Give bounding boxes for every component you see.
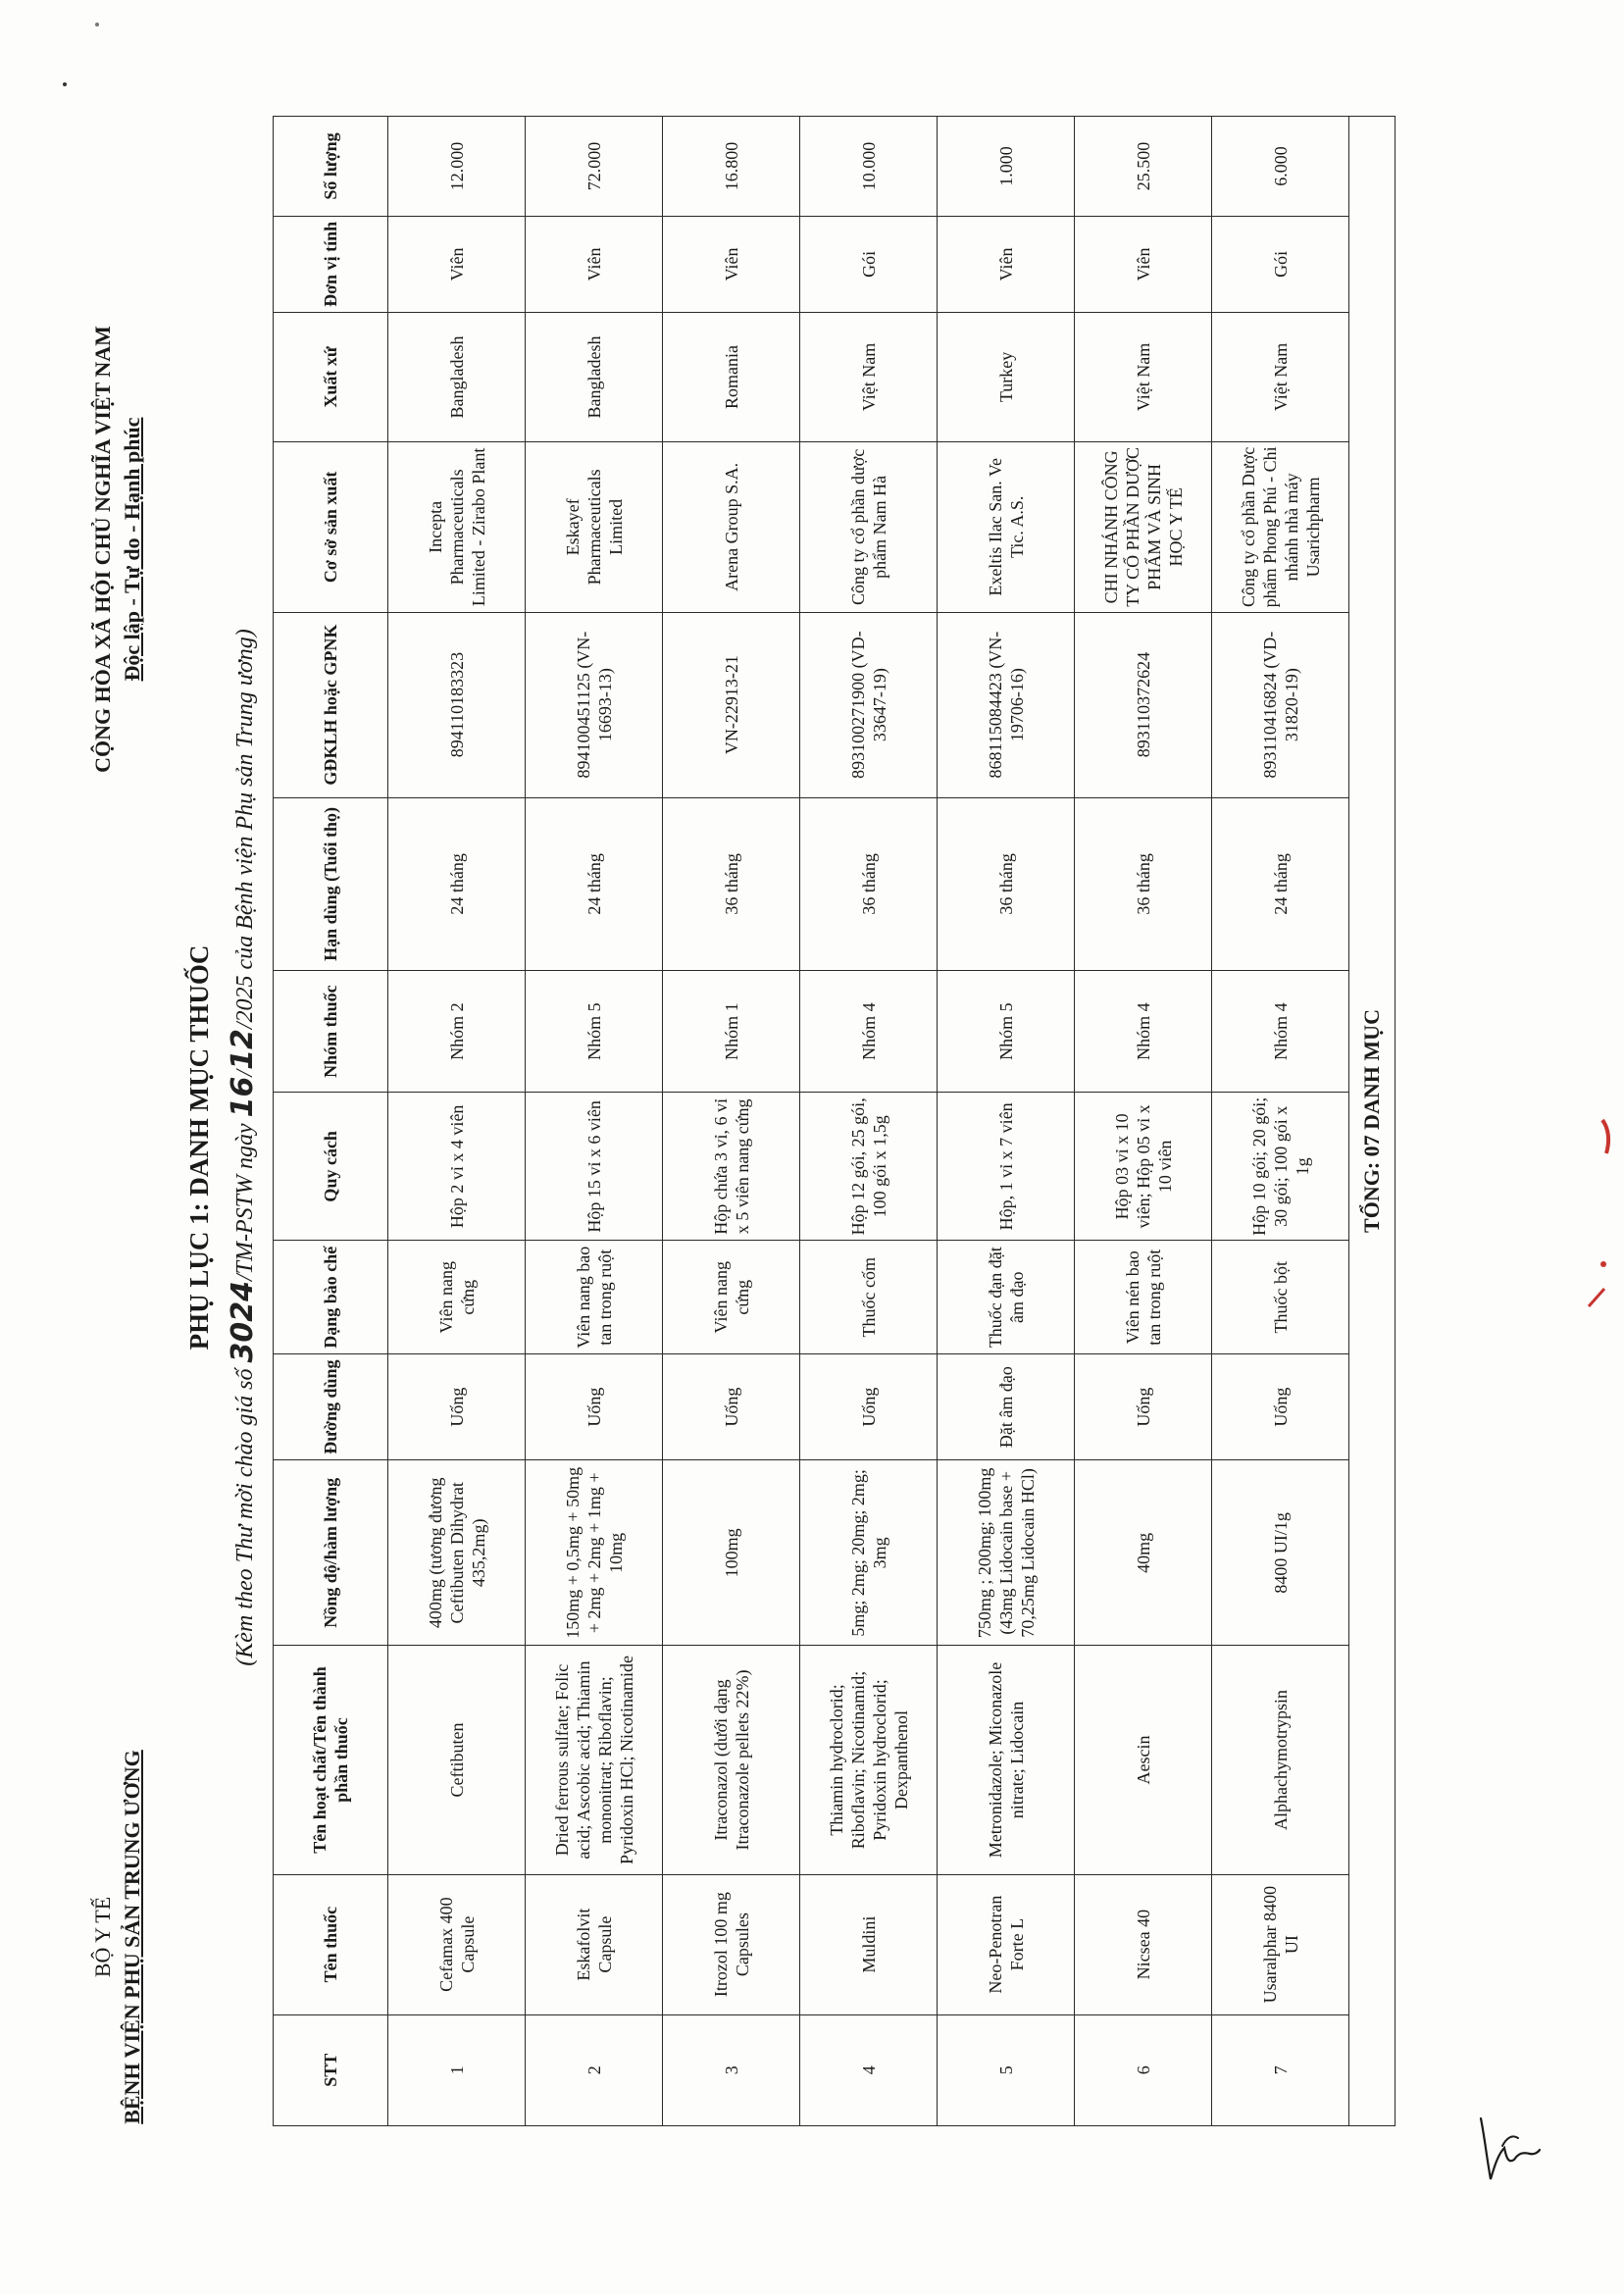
country-name: CỘNG HÒA XÃ HỘI CHỦ NGHĨA VIỆT NAM — [90, 326, 115, 773]
cell-dosage-form: Viên nang cứng — [388, 1241, 526, 1354]
cell-packaging: Hộp 2 vỉ x 4 viên — [388, 1093, 526, 1241]
cell-dosage-form: Thuốc đạn đặt âm đạo — [938, 1241, 1075, 1354]
cell-quantity: 1.000 — [938, 117, 1075, 217]
cell-strength: 150mg + 0,5mg + 50mg + 2mg + 2mg + 1mg + 10mg — [526, 1460, 663, 1646]
cell-group: Nhóm 5 — [526, 971, 663, 1093]
cell-dosage-form: Thuốc bột — [1212, 1241, 1349, 1354]
table-row — [1075, 117, 1212, 2126]
cell-group: Nhóm 2 — [388, 971, 526, 1093]
red-scan-mark — [1597, 1118, 1616, 1157]
cell-manufacturer: Exeltis Ilac San. Ve Tic. A.S. — [938, 442, 1075, 612]
ministry-name: BỘ Y TẾ — [90, 1896, 115, 1978]
cell-shelf-life: 24 tháng — [1212, 797, 1349, 971]
cell-unit: Viên — [663, 217, 800, 313]
table-row — [388, 117, 526, 2126]
cell-route: Đặt âm đạo — [938, 1354, 1075, 1460]
cell-origin: Bangladesh — [526, 312, 663, 441]
cell-dosage-form: Viên nang bao tan trong ruột — [526, 1241, 663, 1354]
cell-active-ingredient: Metronidazole; Miconazole nitrate; Lidocain — [938, 1646, 1075, 1874]
issuer-block — [88, 1702, 147, 2172]
col-header-registration: GĐKLH hoặc GPNK — [274, 612, 388, 797]
cell-route: Uống — [800, 1354, 938, 1460]
table-row — [938, 117, 1075, 2126]
cell-quantity: 6.000 — [1212, 117, 1349, 217]
cell-active-ingredient: Thiamin hydroclorid; Riboflavin; Nicotinamid; Pyridoxin hydroclorid; Dexpanthenol — [800, 1646, 938, 1874]
cell-shelf-life: 36 tháng — [800, 797, 938, 971]
handwritten-month: 12 — [226, 1029, 260, 1070]
cell-shelf-life: 24 tháng — [526, 797, 663, 971]
cell-packaging: Hộp 12 gói, 25 gói, 100 gói x 1,5g — [800, 1093, 938, 1241]
cell-packaging: Hộp chứa 3 vỉ, 6 vỉ x 5 viên nang cứng — [663, 1093, 800, 1241]
col-header-packaging: Quy cách — [274, 1093, 388, 1241]
cell-unit: Viên — [1075, 217, 1212, 313]
subtitle-suffix: /2025 của Bệnh viện Phụ sản Trung ương) — [232, 629, 258, 1030]
cell-manufacturer: Arena Group S.A. — [663, 442, 800, 612]
subtitle-middle: /TM-PSTW ngày — [232, 1123, 258, 1281]
cell-quantity: 16.800 — [663, 117, 800, 217]
cell-drug-name: Muldini — [800, 1874, 938, 2014]
total-row — [1349, 117, 1396, 2126]
cell-group: Nhóm 5 — [938, 971, 1075, 1093]
table-row — [526, 117, 663, 2126]
cell-unit: Viên — [388, 217, 526, 313]
cell-manufacturer: CHI NHÁNH CÔNG TY CỔ PHẦN DƯỢC PHẨM VÀ SINH HỌC Y TẾ — [1075, 442, 1212, 612]
cell-registration: 894100451125 (VN-16693-13) — [526, 612, 663, 797]
cell-active-ingredient: Itraconazol (dưới dạng Itraconazole pellets 22%) — [663, 1646, 800, 1874]
cell-drug-name: Nicsea 40 — [1075, 1874, 1212, 2014]
cell-strength: 750mg ; 200mg; 100mg (43mg Lidocain base + 70,25mg Lidocain HCl) — [938, 1460, 1075, 1646]
cell-origin: Bangladesh — [388, 312, 526, 441]
cell-registration: 894110183323 — [388, 612, 526, 797]
col-header-drug-name: Tên thuốc — [274, 1874, 388, 2014]
cell-drug-name: Neo-Penotran Forte L — [938, 1874, 1075, 2014]
cell-unit: Viên — [938, 217, 1075, 313]
handwritten-day: 16 — [226, 1076, 260, 1118]
scan-speck — [59, 78, 71, 90]
cell-dosage-form: Viên nén bao tan trong ruột — [1075, 1241, 1212, 1354]
cell-manufacturer: Incepta Pharmaceuticals Limited - Zirabo Plant — [388, 442, 526, 612]
cell-strength: 8400 UI/1g — [1212, 1460, 1349, 1646]
cell-strength: 5mg; 2mg; 20mg; 2mg; 3mg — [800, 1460, 938, 1646]
cell-stt: 4 — [800, 2014, 938, 2125]
cell-active-ingredient: Ceftibuten — [388, 1646, 526, 1874]
cell-packaging: Hộp 15 vỉ x 6 viên — [526, 1093, 663, 1241]
cell-unit: Gói — [800, 217, 938, 313]
cell-packaging: Hộp 03 vỉ x 10 viên; Hộp 05 vỉ x 10 viên — [1075, 1093, 1212, 1241]
cell-group: Nhóm 4 — [800, 971, 938, 1093]
cell-manufacturer: Công ty cổ phần dược phẩm Nam Hà — [800, 442, 938, 612]
table-header-row — [274, 117, 388, 2126]
cell-shelf-life: 36 tháng — [663, 797, 800, 971]
red-scan-mark — [1595, 1255, 1614, 1275]
col-header-strength: Nồng độ/hàm lượng — [274, 1460, 388, 1646]
cell-active-ingredient: Alphachymotrypsin — [1212, 1646, 1349, 1874]
scan-speck — [92, 20, 102, 29]
cell-origin: Romania — [663, 312, 800, 441]
cell-shelf-life: 24 tháng — [388, 797, 526, 971]
cell-stt: 6 — [1075, 2014, 1212, 2125]
col-header-group: Nhóm thuốc — [274, 971, 388, 1093]
cell-manufacturer: Công ty cổ phần Dược phẩm Phong Phú - Chi nhánh nhà máy Usarichpharm — [1212, 442, 1349, 612]
cell-origin: Turkey — [938, 312, 1075, 441]
cell-group: Nhóm 1 — [663, 971, 800, 1093]
cell-registration: 893110416824 (VD-31820-19) — [1212, 612, 1349, 797]
cell-active-ingredient: Dried ferrous sulfate; Folic acid; Ascobic acid; Thiamin mononitrat; Riboflavin; Pyridoxin HCl; Nicotinamide — [526, 1646, 663, 1874]
cell-strength: 40mg — [1075, 1460, 1212, 1646]
cell-packaging: Hộp, 1 vỉ x 7 viên — [938, 1093, 1075, 1241]
cell-packaging: Hộp 10 gói; 20 gói; 30 gói; 100 gói x 1g — [1212, 1093, 1349, 1241]
table-row — [800, 117, 938, 2126]
table-row — [663, 117, 800, 2126]
cell-origin: Việt Nam — [800, 312, 938, 441]
national-motto: Độc lập - Tự do - Hạnh phúc — [120, 417, 144, 682]
cell-quantity: 72.000 — [526, 117, 663, 217]
rotated-page-content — [69, 69, 1579, 2226]
drug-list-table — [273, 116, 1396, 2126]
cell-stt: 2 — [526, 2014, 663, 2125]
cell-group: Nhóm 4 — [1212, 971, 1349, 1093]
cell-active-ingredient: Aescin — [1075, 1646, 1212, 1874]
col-header-route: Đường dùng — [274, 1354, 388, 1460]
cell-dosage-form: Viên nang cứng — [663, 1241, 800, 1354]
col-header-dosage-form: Dạng bào chế — [274, 1241, 388, 1354]
cell-stt: 7 — [1212, 2014, 1349, 2125]
col-header-shelf-life: Hạn dùng (Tuổi thọ) — [274, 797, 388, 971]
col-header-stt: STT — [274, 2014, 388, 2125]
cell-route: Uống — [1075, 1354, 1212, 1460]
cell-strength: 400mg (tương đương Ceftibuten Dihydrat 435,2mg) — [388, 1460, 526, 1646]
cell-route: Uống — [1212, 1354, 1349, 1460]
cell-origin: Việt Nam — [1212, 312, 1349, 441]
cell-registration: 893110372624 — [1075, 612, 1212, 797]
col-header-origin: Xuất xứ — [274, 312, 388, 441]
cell-quantity: 25.500 — [1075, 117, 1212, 217]
cell-stt: 5 — [938, 2014, 1075, 2125]
cell-registration: 893100271900 (VD-33647-19) — [800, 612, 938, 797]
subtitle-slash: / — [232, 1069, 258, 1077]
document-subtitle — [226, 69, 260, 2226]
cell-route: Uống — [388, 1354, 526, 1460]
cell-manufacturer: Eskayef Pharmaceuticals Limited — [526, 442, 663, 612]
cell-strength: 100mg — [663, 1460, 800, 1646]
cell-drug-name: Usaralphar 8400 UI — [1212, 1874, 1349, 2014]
cell-shelf-life: 36 tháng — [938, 797, 1075, 971]
cell-unit: Viên — [526, 217, 663, 313]
cell-group: Nhóm 4 — [1075, 971, 1212, 1093]
cell-registration: VN-22913-21 — [663, 612, 800, 797]
cell-quantity: 10.000 — [800, 117, 938, 217]
cell-origin: Việt Nam — [1075, 312, 1212, 441]
national-header — [88, 88, 147, 1010]
cell-dosage-form: Thuốc cốm — [800, 1241, 938, 1354]
cell-drug-name: Itrozol 100 mg Capsules — [663, 1874, 800, 2014]
cell-route: Uống — [663, 1354, 800, 1460]
handwritten-letter-number: 3024 — [226, 1280, 260, 1363]
signature-mark — [1473, 2109, 1542, 2187]
document-title: PHỤ LỤC 1: DANH MỤC THUỐC — [184, 944, 214, 1351]
table-body — [388, 117, 1349, 2126]
col-header-manufacturer: Cơ sở sản xuất — [274, 442, 388, 612]
col-header-quantity: Số lượng — [274, 117, 388, 217]
hospital-name: BỆNH VIỆN PHỤ SẢN TRUNG ƯƠNG — [120, 1750, 144, 2124]
red-scan-mark — [1585, 1285, 1610, 1310]
cell-drug-name: Cefamax 400 Capsule — [388, 1874, 526, 2014]
total-cell: TỔNG: 07 DANH MỤC — [1349, 117, 1396, 2126]
cell-stt: 3 — [663, 2014, 800, 2125]
cell-stt: 1 — [388, 2014, 526, 2125]
cell-quantity: 12.000 — [388, 117, 526, 217]
cell-unit: Gói — [1212, 217, 1349, 313]
col-header-unit: Đơn vị tính — [274, 217, 388, 313]
cell-drug-name: Eskafolvit Capsule — [526, 1874, 663, 2014]
cell-route: Uống — [526, 1354, 663, 1460]
subtitle-prefix: (Kèm theo Thư mời chào giá số — [232, 1368, 258, 1666]
col-header-active-ingredient: Tên hoạt chất/Tên thành phần thuốc — [274, 1646, 388, 1874]
cell-registration: 868115084423 (VN-19706-16) — [938, 612, 1075, 797]
cell-shelf-life: 36 tháng — [1075, 797, 1212, 971]
table-row — [1212, 117, 1349, 2126]
